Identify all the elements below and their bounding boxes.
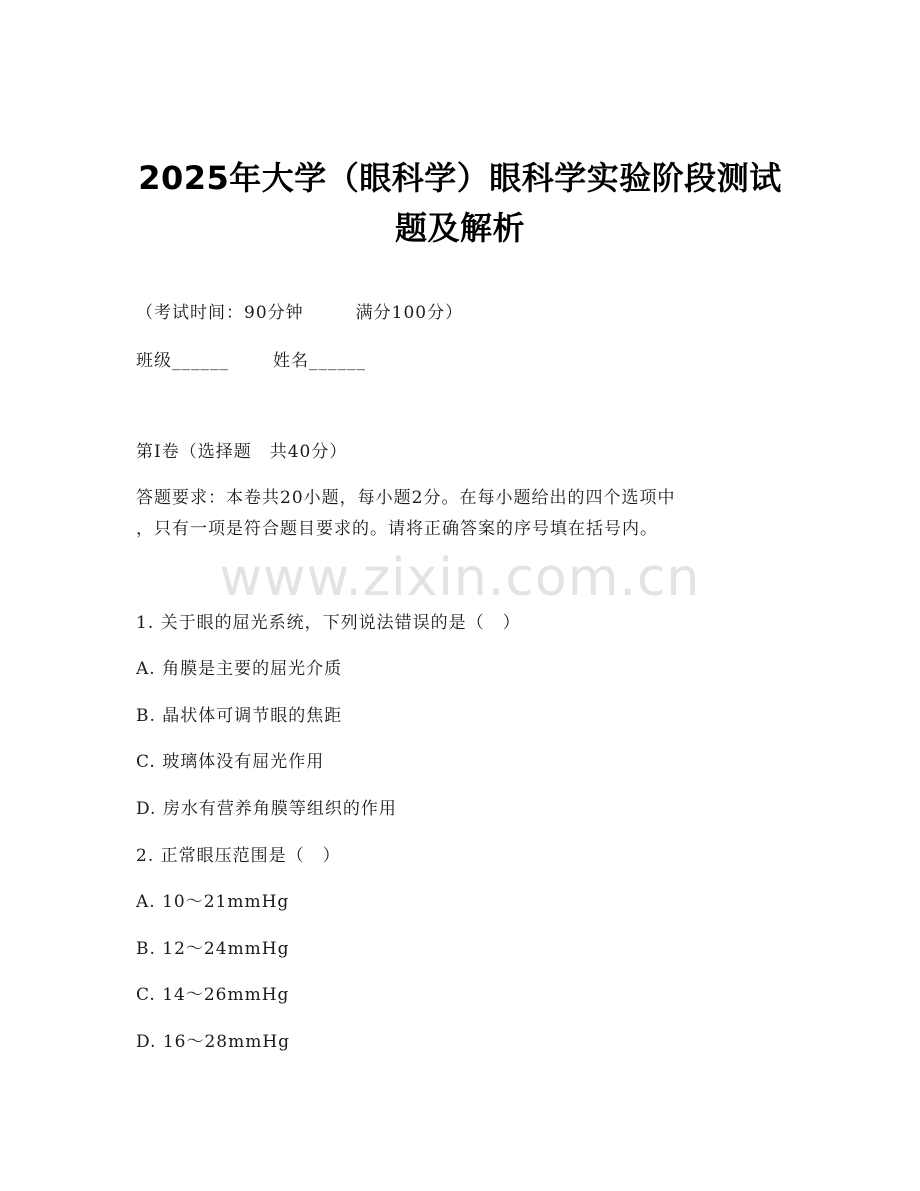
section-heading: 第I卷（选择题 共40分）	[136, 442, 348, 462]
question-stem: 1. 关于眼的屈光系统，下列说法错误的是（ ）	[136, 613, 521, 633]
option-d: D. 房水有营养角膜等组织的作用	[136, 799, 397, 819]
option-d: D. 16～28mmHg	[136, 1032, 291, 1052]
section-instructions-line-1: 答题要求：本卷共20小题，每小题2分。在每小题给出的四个选项中	[136, 488, 676, 508]
option-b: B. 12～24mmHg	[136, 939, 290, 959]
watermark: www.zixin.com.cn	[219, 548, 701, 608]
page-title-line-2: 题及解析	[394, 209, 525, 247]
option-c: C. 玻璃体没有屈光作用	[136, 752, 325, 772]
option-b: B. 晶状体可调节眼的焦距	[136, 706, 343, 726]
exam-info	[136, 301, 463, 325]
option-c: C. 14～26mmHg	[136, 985, 290, 1005]
name-field: 姓名______	[273, 351, 366, 371]
student-fields	[136, 349, 366, 373]
class-field: 班级______	[136, 351, 229, 371]
option-a: A. 10～21mmHg	[136, 892, 290, 912]
question-stem: 2. 正常眼压范围是（ ）	[136, 846, 341, 866]
exam-score: 满分100分）	[355, 303, 464, 323]
exam-time: （考试时间：90分钟	[136, 303, 304, 323]
page-title-line-1: 2025年大学（眼科学）眼科学实验阶段测试	[138, 159, 782, 197]
section-instructions-line-2: ，只有一项是符合题目要求的。请将正确答案的序号填在括号内。	[136, 519, 658, 539]
option-a: A. 角膜是主要的屈光介质	[136, 659, 343, 679]
